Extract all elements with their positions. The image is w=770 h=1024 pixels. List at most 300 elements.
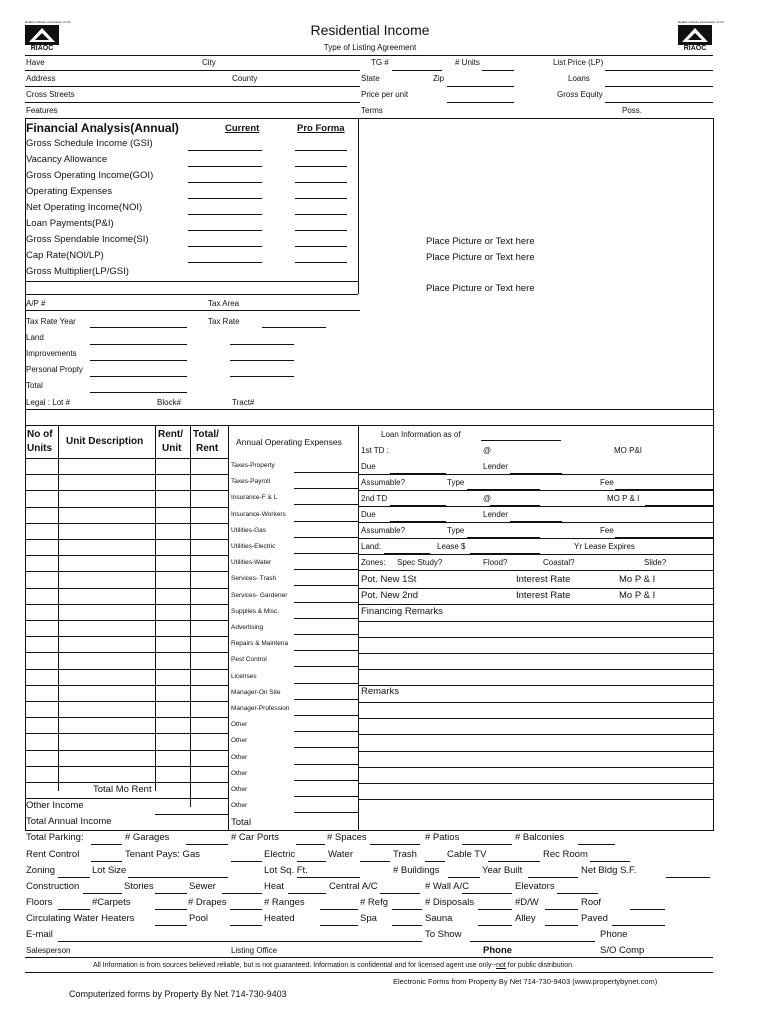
expense-value-field[interactable] [294,780,358,781]
have-city-field[interactable] [25,70,360,71]
expense-value-field[interactable] [294,618,358,619]
gross-equity-label: Gross Equity [557,90,603,99]
divider [25,972,713,973]
bottom-field[interactable] [297,861,326,862]
loan-label: Fee [600,526,614,535]
divider [358,637,713,638]
loan-label: Zones: [361,558,386,567]
table-row [25,766,228,767]
bottom-label: Construction [26,881,80,892]
cross-streets-label: Cross Streets [26,90,75,99]
loan-label: Lender [483,462,508,471]
interest-rate-label: Interest Rate [516,574,571,585]
expense-value-field[interactable] [294,569,358,570]
pro-forma-value-field[interactable] [295,262,347,263]
mo-pi-label: Mo P & I [619,590,656,601]
bottom-label: # Drapes [188,897,227,908]
rent-unit-header: Unit [162,443,182,454]
cross-streets-field[interactable] [25,102,360,103]
listing-type-label: Type of Listing Agreement [323,43,417,52]
loan-label: Spec Study? [397,558,443,567]
expense-value-field[interactable] [294,796,358,797]
col-line [58,425,59,791]
improvements-field-2[interactable] [230,360,294,361]
bottom-label: Tenant Pays: Gas [125,849,200,860]
bottom-field[interactable] [231,861,262,862]
bottom-field[interactable] [320,925,358,926]
form-title: Residential Income [310,22,430,38]
tax-rate-field[interactable] [262,327,326,328]
financial-row-label: Loan Payments(P&I) [26,218,114,229]
bottom-label: Pool [189,913,209,924]
loan-label: Fee [600,478,614,487]
divider [25,425,713,426]
land-field-2[interactable] [230,344,294,345]
personal-property-field-2[interactable] [230,376,294,377]
units-field[interactable] [482,70,514,71]
table-row [25,701,228,702]
bottom-field[interactable] [488,861,540,862]
expense-label: Other [231,769,248,777]
bottom-field[interactable] [58,909,90,910]
bottom-field[interactable] [91,844,122,845]
expense-value-field[interactable] [294,699,358,700]
divider [358,522,713,523]
divider [358,506,713,507]
expense-label: Other [231,721,248,729]
remarks-label: Remarks [361,686,400,697]
bottom-label: Stories [124,881,154,892]
other-income-label: Other Income [26,800,84,811]
table-row [25,604,228,605]
expense-value-field[interactable] [294,683,358,684]
loan-label: Land: [361,542,382,551]
current-value-field[interactable] [188,214,262,215]
bottom-label: #D/W [515,897,539,908]
price-per-unit-label: Price per unit [361,90,409,99]
terms-label: Terms [361,106,383,115]
pro-forma-header: Pro Forma [297,123,345,134]
divider [25,294,358,295]
financial-row-label: Vacancy Allowance [26,154,108,165]
potential-loan-label: Pot. New 2nd [361,590,419,601]
pro-forma-value-field[interactable] [295,166,347,167]
divider [358,783,713,784]
bottom-label: Circulating Water Heaters [26,913,135,924]
rent-unit-header: Rent/ [158,429,183,440]
bottom-label: Roof [581,897,602,908]
bottom-label: # Balconies [515,832,565,843]
bottom-field[interactable] [545,909,578,910]
bottom-field[interactable] [91,861,122,862]
state-zip-field[interactable] [447,86,514,87]
expense-value-field[interactable] [294,812,358,813]
expense-value-field[interactable] [294,553,358,554]
divider [25,957,713,958]
bottom-field[interactable] [222,893,262,894]
bottom-field[interactable] [612,925,665,926]
salesperson-label: Salesperson [26,946,71,955]
land-label: Land [26,333,44,342]
disclaimer-not: not [496,962,506,969]
tax-area-label: Tax Area [208,299,240,308]
bottom-field[interactable] [630,909,665,910]
total-annual-income-label: Total Annual Income [26,816,112,827]
bottom-label: Rent Control [26,849,80,860]
computerized-forms-note: Computerized forms by Property By Net 714-730-9403 [69,989,287,999]
no-of-header: No of [27,429,53,440]
logo-small-text: Realtor Industry Association of OC [678,20,724,24]
expense-label: Utilities-Water [231,559,272,567]
bottom-field[interactable] [83,893,122,894]
expense-value-field[interactable] [294,747,358,748]
bottom-label: Paved [581,913,608,924]
loan-label: 2nd TD [361,494,388,503]
expense-label: Other [231,802,248,810]
expense-label: Other [231,737,248,745]
financial-row-label: Gross Operating Income(GOI) [26,170,154,181]
bottom-field[interactable] [155,893,187,894]
table-row [25,507,228,508]
bottom-field[interactable] [425,861,445,862]
loan-label: Due [361,510,376,519]
mo-pi-label: MO P&I [614,446,643,455]
pro-forma-value-field[interactable] [295,150,347,151]
bottom-label: # Wall A/C [425,881,469,892]
bottom-label: Trash [393,849,417,860]
bottom-field[interactable] [578,844,615,845]
table-row [25,685,228,686]
land-field[interactable] [90,344,187,345]
current-value-field[interactable] [188,150,262,151]
table-row [25,539,228,540]
divider [358,751,713,752]
financial-row-label: Operating Expenses [26,186,113,197]
expense-label: Utilities-Electric [231,543,276,550]
bottom-field[interactable] [186,844,228,845]
bottom-label: #Carpets [92,897,131,908]
bottom-field[interactable] [380,893,420,894]
block-label: Block# [157,398,182,407]
mo-pi-label: Mo P & I [619,574,656,585]
loan-label: Type [447,478,465,487]
bottom-label: Zoning [26,865,56,876]
expense-value-field[interactable] [294,634,358,635]
expense-value-field[interactable] [294,650,358,651]
divider [358,570,713,571]
bottom-field[interactable] [128,877,228,878]
loan-label: Due [361,462,376,471]
electronic-forms-note: Electronic Forms from Property By Net 714-730-9403 (www.propertybynet.com) [393,977,658,986]
bottom-field[interactable] [230,925,262,926]
zip-label: Zip [433,74,445,83]
bottom-field[interactable] [392,925,422,926]
divider [25,409,713,410]
gross-equity-field[interactable] [605,102,713,103]
expense-value-field[interactable] [294,504,358,505]
expense-label: Taxes-Payroll [231,478,271,486]
bottom-label: Total Parking: [26,832,84,843]
loan-label: MO P & I [607,494,640,503]
divider [358,554,713,555]
ap-label: A/P # [26,299,46,308]
bottom-field[interactable] [448,877,480,878]
table-row [25,555,228,556]
divider [358,490,713,491]
expense-label: Utilities-Gas [231,526,267,534]
bottom-field[interactable] [320,909,358,910]
pro-forma-value-field[interactable] [295,198,347,199]
current-value-field[interactable] [188,198,262,199]
expense-label: Taxes-Property [231,462,275,469]
bottom-field[interactable] [462,893,512,894]
bottom-label: # Buildings [393,865,440,876]
bottom-label: Floors [26,897,53,908]
expense-label: Manager-Profession [231,705,290,712]
expense-value-field[interactable] [294,602,358,603]
county-label: County [232,74,258,83]
loan-label: Slide? [644,558,667,567]
have-label: Have [26,58,45,67]
unit-description-header: Unit Description [66,436,144,447]
personal-property-label: Personal Propty [26,365,83,374]
bottom-label: Heat [264,881,285,892]
total-field[interactable] [90,392,187,393]
loan-info-title: Loan Information as of [381,430,461,439]
divider [25,55,713,56]
financial-row-label: Gross Schedule Income (GSI) [26,138,153,149]
bottom-label: # Refg [360,897,388,908]
address-label: Address [26,74,56,83]
table-row [25,571,228,572]
expense-label: Advertising [231,624,264,631]
current-value-field[interactable] [188,246,262,247]
bottom-field[interactable] [58,877,90,878]
operating-expenses-header: Annual Operating Expenses [236,437,342,447]
picture-placeholder[interactable]: Place Picture or Text here [426,283,535,294]
current-value-field[interactable] [188,230,262,231]
tg-label: TG # [371,58,389,67]
bottom-label: # Disposals [425,897,475,908]
financial-analysis-title: Financial Analysis(Annual) [26,121,179,135]
total-rent-header: Total/ [193,429,219,440]
expense-value-field[interactable] [294,537,358,538]
divider [358,767,713,768]
expense-value-field[interactable] [294,472,358,473]
bottom-field[interactable] [155,925,187,926]
tg-field[interactable] [392,70,442,71]
address-field[interactable] [25,86,360,87]
divider [25,830,713,831]
expense-value-field[interactable] [294,488,358,489]
col-line [358,425,359,831]
financial-row-label: Net Operating Income(NOI) [26,202,143,213]
divider [358,604,713,605]
current-value-field[interactable] [188,182,262,183]
bottom-field[interactable] [545,925,578,926]
bottom-label: # Spaces [327,832,367,843]
financing-remarks-label: Financing Remarks [361,606,443,617]
interest-rate-label: Interest Rate [516,590,571,601]
financial-row-label: Gross Spendable Income(SI) [26,234,149,245]
pro-forma-value-field[interactable] [295,182,347,183]
poss-label: Poss. [622,106,643,115]
city-label: City [202,58,216,67]
improvements-field[interactable] [90,360,187,361]
financial-row-label: Gross Multiplier(LP/GSI) [26,266,129,277]
loan-label: @ [483,494,492,503]
expense-label: Repairs & Maintena [231,640,289,648]
bottom-field[interactable] [360,861,390,862]
col-line [155,425,156,791]
table-row [25,717,228,718]
tax-rate-year-field[interactable] [90,327,187,328]
current-value-field[interactable] [188,262,262,263]
bottom-label: Central A/C [329,881,378,892]
loan-label: Coastal? [543,558,575,567]
loan-label: Flood? [483,558,508,567]
bottom-field[interactable] [58,941,422,942]
tax-rate-label: Tax Rate [208,317,240,326]
bottom-field[interactable] [370,844,420,845]
expense-value-field[interactable] [294,521,358,522]
pro-forma-value-field[interactable] [295,246,347,247]
bottom-label: # Garages [125,832,170,843]
bottom-field[interactable] [470,941,595,942]
bottom-field[interactable] [478,925,512,926]
bottom-label: # Patios [425,832,460,843]
pro-forma-value-field[interactable] [295,230,347,231]
units-label: # Units [455,58,480,67]
table-row [25,798,228,799]
financial-row-label: Cap Rate(NOI/LP) [26,250,104,261]
table-row [25,652,228,653]
table-row [25,458,228,459]
ap-field[interactable] [25,310,360,311]
expense-label: Manager-On Site [231,688,281,696]
bottom-label: # Ranges [264,897,305,908]
bottom-label: Cable TV [447,849,487,860]
bottom-field[interactable] [296,844,325,845]
divider [358,474,713,475]
bottom-label: # Car Ports [231,832,280,843]
disclaimer-text-end: for public distribution. [505,962,574,969]
so-comp-label: S/O Comp [600,945,645,956]
expense-value-field[interactable] [294,666,358,667]
bottom-label: Lot Size [92,865,127,876]
bottom-label: Sewer [189,881,216,892]
bottom-label: Lot Sq. Ft. [264,865,308,876]
divider [358,653,713,654]
loan-label: Type [447,526,465,535]
personal-property-field[interactable] [90,376,187,377]
expense-label: Other [231,753,248,761]
total-label: Total [26,381,43,390]
other-income-field[interactable] [155,814,228,815]
picture-placeholder[interactable]: Place Picture or Text here [426,236,535,247]
expense-label: Supplies & Misc. [231,607,280,615]
logo-text: RIAOC [683,45,707,52]
bottom-label: Spa [360,913,377,924]
pro-forma-value-field[interactable] [295,214,347,215]
bottom-field[interactable] [462,844,512,845]
units-header: Units [27,443,52,454]
bottom-label: Heated [264,913,295,924]
loan-label: Assumable? [361,478,406,487]
table-row [25,523,228,524]
bottom-field[interactable] [155,909,187,910]
bottom-label: Net Bldg S.F. [581,865,637,876]
picture-placeholder[interactable]: Place Picture or Text here [426,252,535,263]
expense-label: Insurance-Workers [231,510,286,518]
expense-label: Services- Gardener [231,591,288,599]
bottom-field[interactable] [297,877,360,878]
listing-office-label: Listing Office [231,946,278,955]
divider [358,685,713,686]
table-row [25,782,228,783]
divider [358,588,713,589]
bottom-label: Electric [264,849,296,860]
frame-mid [358,118,359,294]
bottom-field[interactable] [528,877,578,878]
phone-label: Phone [483,945,513,956]
tax-rate-year-label: Tax Rate Year [26,317,76,326]
bottom-label: Elevators [515,881,555,892]
price-per-unit-field[interactable] [447,102,514,103]
table-row [25,490,228,491]
tract-label: Tract# [232,398,255,407]
divider [25,118,713,119]
divider [358,702,713,703]
table-row [25,636,228,637]
total-rent-header: Rent [196,443,219,454]
bottom-field[interactable] [288,893,326,894]
expense-value-field[interactable] [294,731,358,732]
bottom-field[interactable] [230,909,262,910]
expense-label: Total [231,817,252,829]
list-price-field[interactable] [605,70,713,71]
loan-label: Lease $ [437,542,466,551]
divider [358,669,713,670]
features-label: Features [26,106,58,115]
expense-value-field[interactable] [294,715,358,716]
table-row [25,733,228,734]
loan-date-field[interactable] [481,440,561,441]
bottom-label: Sauna [425,913,453,924]
first-td-label: 1st TD : [361,446,389,455]
loans-field[interactable] [605,86,713,87]
bottom-field[interactable] [478,909,512,910]
disclaimer [93,961,574,970]
expense-value-field[interactable] [294,764,358,765]
bottom-label: Alley [515,913,536,924]
loans-label: Loans [568,74,590,83]
bottom-field[interactable] [392,909,422,910]
bottom-field[interactable] [557,893,598,894]
table-row [25,620,228,621]
bottom-field[interactable] [590,861,630,862]
improvements-label: Improvements [26,349,77,358]
divider [25,281,358,282]
expense-value-field[interactable] [294,585,358,586]
current-value-field[interactable] [188,166,262,167]
bottom-label: E-mail [26,929,53,940]
current-header: Current [225,123,260,134]
total-mo-rent-label: Total Mo Rent [93,784,152,795]
divider [358,538,713,539]
potential-loan-label: Pot. New 1St [361,574,417,585]
bottom-field[interactable] [666,877,710,878]
